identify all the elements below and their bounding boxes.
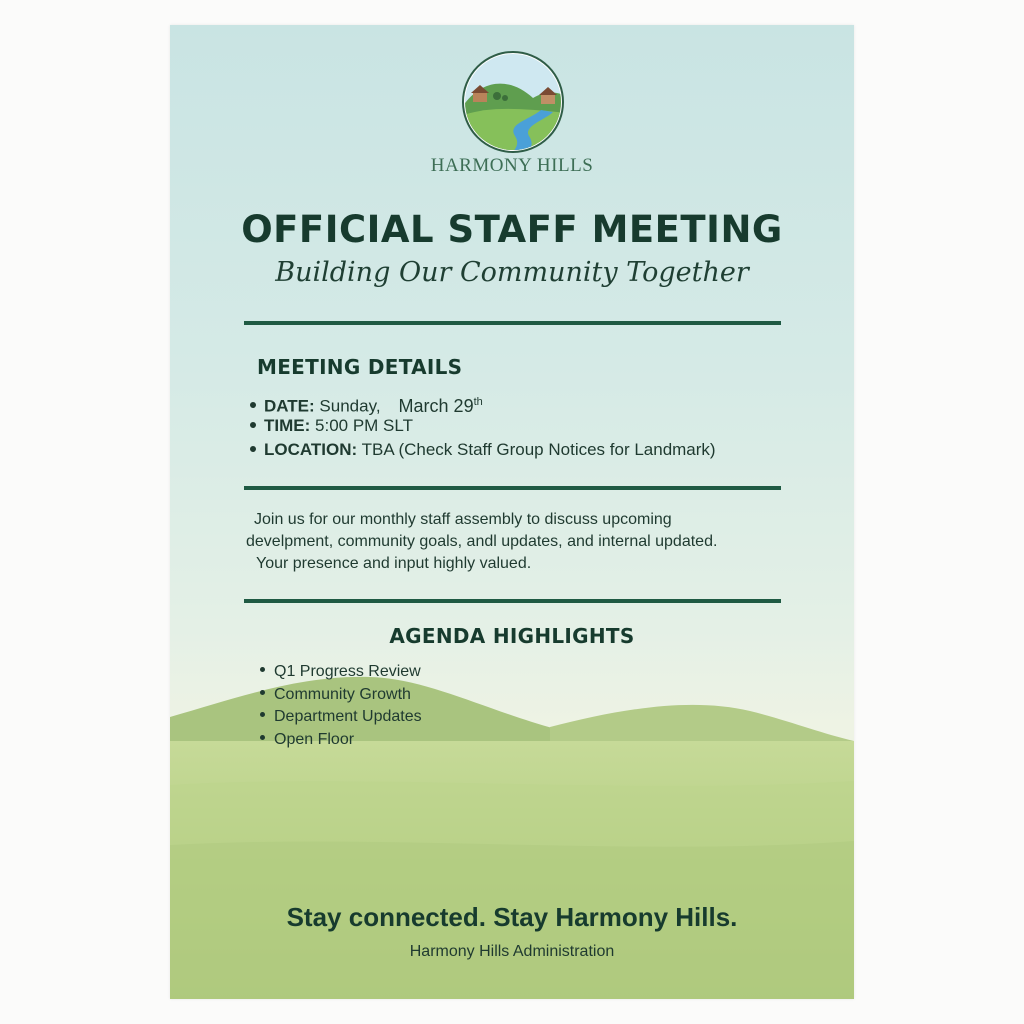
divider-3 (244, 599, 781, 603)
date-day: Sunday, (319, 396, 381, 416)
agenda-item: Q1 Progress Review (260, 661, 422, 684)
bullet (260, 690, 265, 695)
meeting-details-heading: MEETING DETAILS (257, 355, 463, 379)
bullet (260, 667, 265, 672)
divider-1 (244, 321, 781, 325)
footer-tagline: Stay connected. Stay Harmony Hills. (286, 902, 738, 932)
date-suffix: th (473, 396, 483, 408)
intro-line-3: Your presence and input highly valued. (256, 555, 532, 572)
intro-paragraph (246, 509, 786, 575)
date-label: DATE: (264, 396, 315, 416)
brand-name: HARMONY HILLS (430, 155, 594, 176)
bullet (250, 422, 256, 428)
agenda-item: Community Growth (260, 684, 422, 707)
footer-signature: Harmony Hills Administration (409, 943, 615, 960)
bullet (260, 712, 265, 717)
page-subtitle: Building Our Community Together (275, 257, 749, 288)
intro-line-1: Join us for our monthly staff assembly to discuss upcoming (254, 511, 672, 528)
location-row (250, 438, 716, 462)
intro-line-2: develpment, community goals, andl updates, and internal updated. (246, 533, 718, 550)
location-label: LOCATION: (264, 440, 358, 459)
divider-2 (244, 486, 781, 490)
staff-meeting-flyer (170, 25, 854, 999)
agenda-heading: AGENDA HIGHLIGHTS (389, 624, 635, 648)
agenda-item: Department Updates (260, 706, 422, 729)
date-row (250, 390, 716, 414)
date-value: March 29 (398, 395, 474, 416)
bullet (260, 735, 265, 740)
time-row (250, 414, 716, 438)
bullet (250, 446, 256, 452)
location-value: TBA (Check Staff Group Notices for Landmark) (361, 440, 716, 459)
agenda-list (260, 661, 422, 751)
agenda-item: Open Floor (260, 729, 422, 752)
time-value: 5:00 PM SLT (315, 416, 413, 435)
meeting-details-list (250, 390, 716, 462)
time-label: TIME: (264, 416, 311, 435)
bullet (250, 402, 256, 408)
page-title: OFFICIAL STAFF MEETING (241, 208, 783, 251)
